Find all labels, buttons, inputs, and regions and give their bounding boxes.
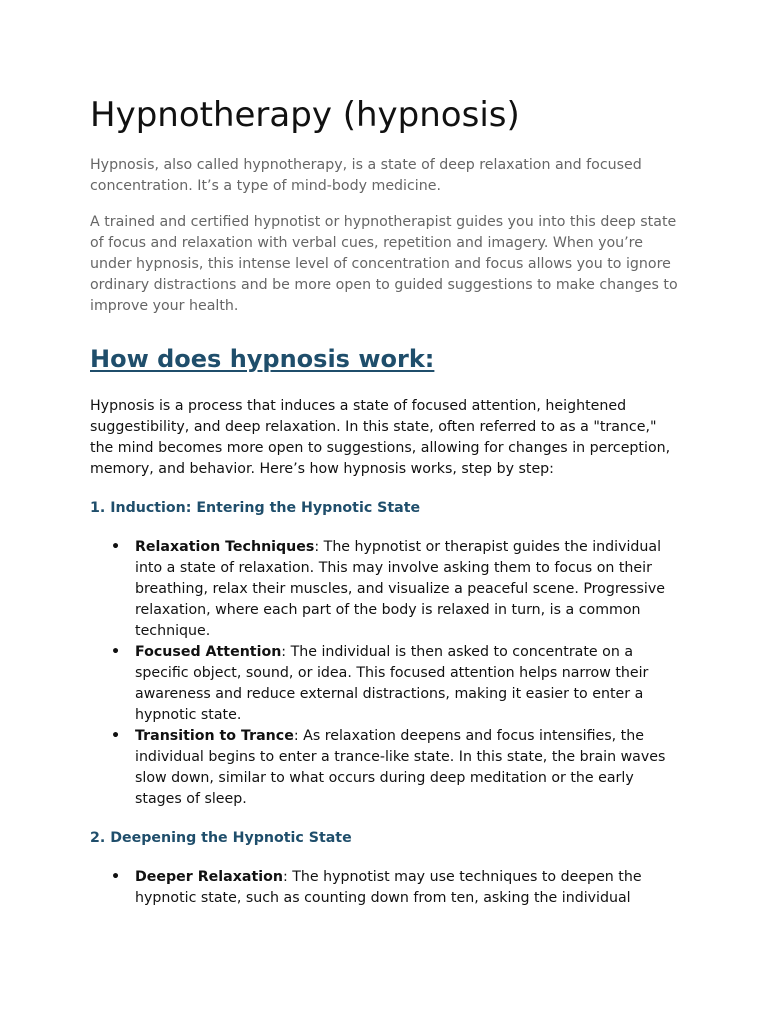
list-item-term: Deeper Relaxation xyxy=(135,869,283,885)
bullet-icon: • xyxy=(111,869,121,885)
page-title: Hypnotherapy (hypnosis) xyxy=(90,95,520,135)
how-hypnosis-works-heading: How does hypnosis work: xyxy=(90,345,435,373)
bullet-icon: • xyxy=(111,728,121,744)
list-item-term: Relaxation Techniques xyxy=(135,539,315,555)
how-hypnosis-works-paragraph: Hypnosis is a process that induces a state of focused attention, heightened suggestibility, and deep relaxation. In this state, often referred to as a "trance," the mind becomes more open to suggestions, allowing for changes in perception, memory, and behavior. Here’s how hypnosis works, step by step: xyxy=(90,398,671,477)
bullet-icon: • xyxy=(111,644,121,660)
section-heading-deepening: 2. Deepening the Hypnotic State xyxy=(90,830,352,846)
section-deepening xyxy=(90,828,678,909)
section-heading-induction: 1. Induction: Entering the Hypnotic State xyxy=(90,500,421,516)
list-item xyxy=(111,642,678,726)
intro-paragraph-2: A trained and certified hypnotist or hypnotherapist guides you into this deep state of focus and relaxation with verbal cues, repetition and imagery. When you’re under hypnosis, this intense level of concentration and focus allows you to ignore ordinary distractions and be more open to guided suggestions to make changes to improve your health. xyxy=(90,214,678,314)
list-item-text: : As relaxation deepens and focus intensifies, the individual begins to enter a trance-like state. In this state, the brain waves slow down, similar to what occurs during deep meditation or the early stages of sleep. xyxy=(135,728,666,807)
intro-paragraph-1: Hypnosis, also called hypnotherapy, is a state of deep relaxation and focused concentration. It’s a type of mind-body medicine. xyxy=(90,157,642,194)
list-item-text: : The hypnotist may use techniques to deepen the hypnotic state, such as counting down from ten, asking the individual xyxy=(135,869,642,906)
induction-bullet-list xyxy=(90,537,678,810)
section-induction xyxy=(90,498,678,810)
deepening-bullet-list xyxy=(90,867,678,909)
bullet-icon: • xyxy=(111,539,121,555)
list-item xyxy=(111,867,678,909)
list-item-text: : The hypnotist or therapist guides the individual into a state of relaxation. This may involve asking them to focus on their breathing, relax their muscles, and visualize a peaceful scene. Progressive relaxation, where each part of the body is relaxed in turn, is a common technique. xyxy=(135,539,665,639)
list-item xyxy=(111,726,678,810)
list-item-term: Focused Attention xyxy=(135,644,282,660)
list-item-term: Transition to Trance xyxy=(135,728,294,744)
list-item-text: : The individual is then asked to concentrate on a specific object, sound, or idea. This focused attention helps narrow their awareness and reduce external distractions, making it easier to enter a hypnotic state. xyxy=(135,644,649,723)
list-item xyxy=(111,537,678,642)
